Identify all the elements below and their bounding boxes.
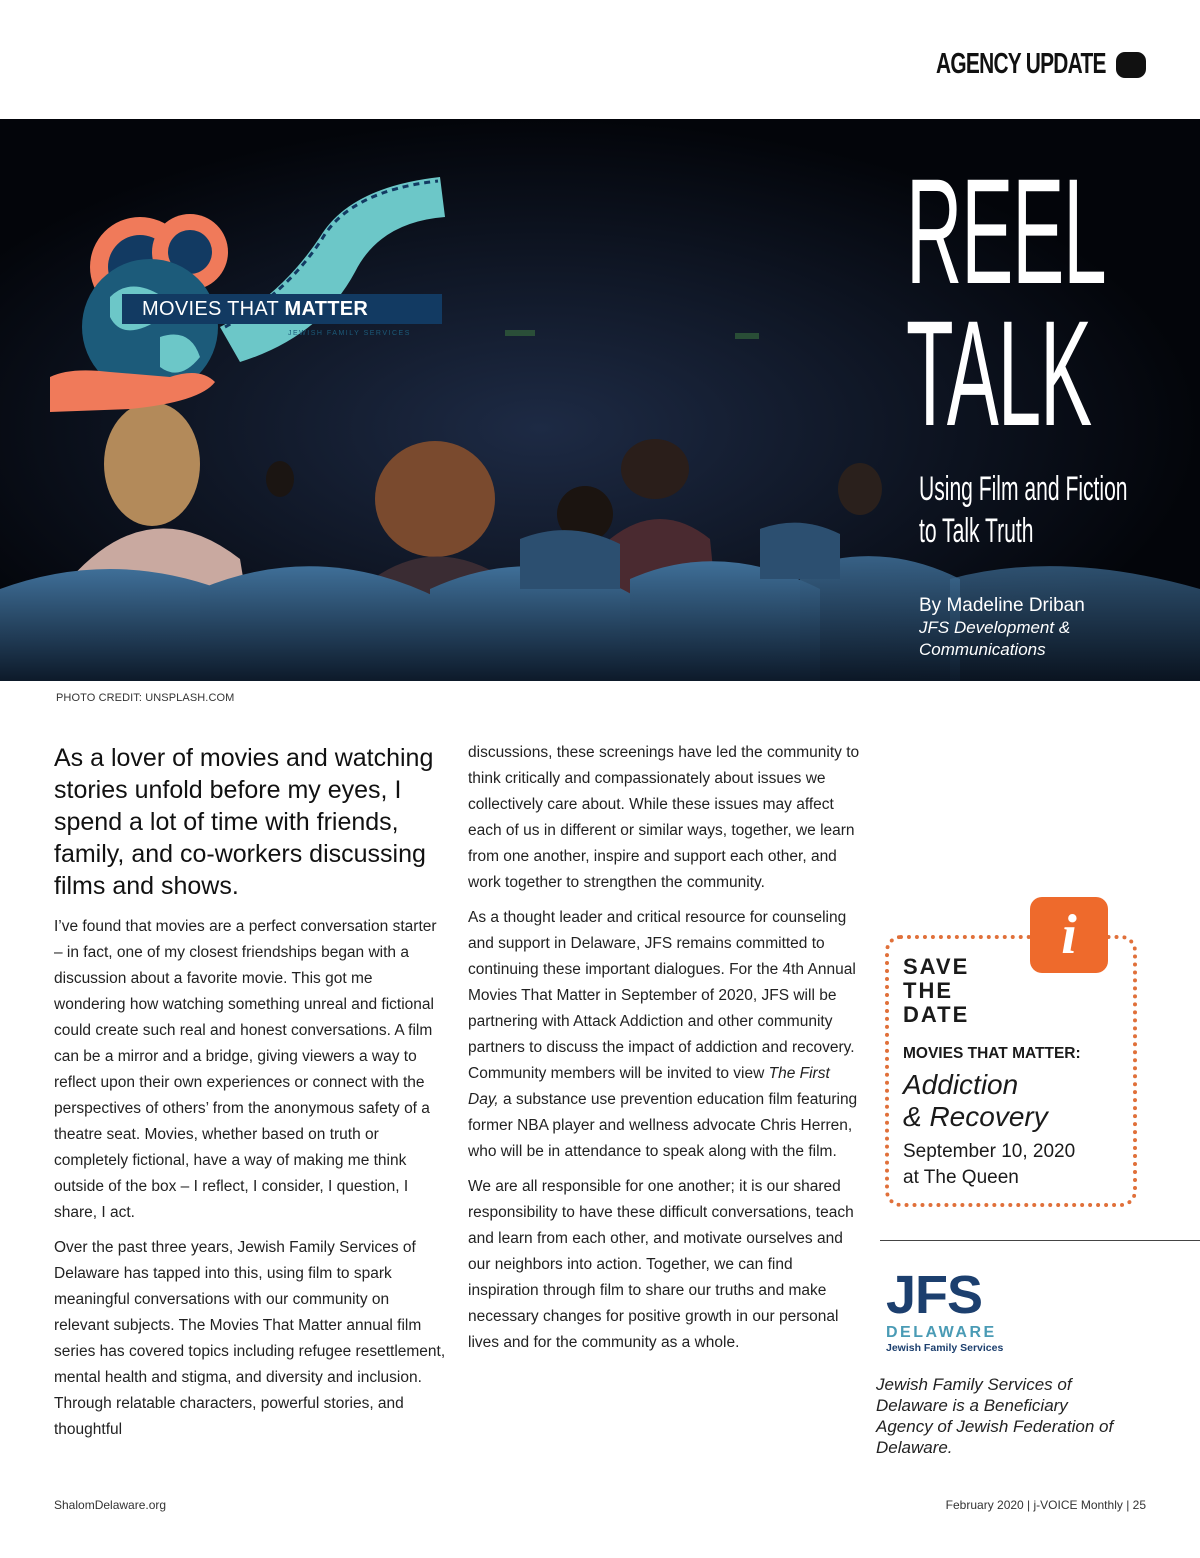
- footer-issue: February 2020 | j-VOICE Monthly | 25: [945, 1498, 1146, 1512]
- beneficiary-note: Jewish Family Services of Delaware is a Beneficiary Agency of Jewish Federation of Delaware.: [876, 1375, 1114, 1457]
- photo-credit: PHOTO CREDIT: UNSPLASH.COM: [56, 692, 235, 704]
- author-name: By Madeline Driban: [919, 595, 1085, 616]
- info-icon: i: [1030, 897, 1108, 973]
- jfs-org-name: Jewish Family Services: [886, 1342, 1004, 1354]
- divider: [880, 1240, 1200, 1241]
- byline: [919, 595, 1085, 661]
- jfs-delaware-logo: [886, 1265, 1026, 1360]
- paragraph-4: As a thought leader and critical resource for counseling and support in Delaware, JFS remains committed to continuing these important dialogues. For the 4th Annual Movies That Matter in September of 2020, JFS will be partnering with Attack Addiction and other community partners to discuss the impact of addiction and recovery. Community members will be invited to view The First Day, a substance use prevention education film featuring former NBA player and wellness advocate Chris Herren, who will be in attendance to speak along with the film.: [468, 909, 858, 1160]
- section-tag: [870, 48, 1146, 81]
- save-the-date-box: [885, 935, 1137, 1207]
- paragraph-1: I’ve found that movies are a perfect conversation starter – in fact, one of my closest friendships began with a discussion about a favorite movie. This got me wondering how watching something unreal and fictional could create such real and honest conversations. A film can be a mirror and a bridge, giving viewers a way to reflect upon their own experiences or connect with the perspectives of others’ from the anonymous safety of a theatre seat. Movies, whether based on truth or completely fictional, have a way of making me think outside of the box – I reflect, I consider, I question, I share, I act.: [54, 918, 437, 1221]
- lead-paragraph: As a lover of movies and watching stories unfold before my eyes, I spend a lot of time with friends, family, and co-workers discussing films and shows.: [54, 744, 434, 900]
- event-date: September 10, 2020 at The Queen: [903, 1141, 1076, 1188]
- author-role-2: Communications: [919, 640, 1046, 659]
- section-marker-icon: [1116, 52, 1146, 78]
- film-title: The First Day,: [468, 1065, 830, 1108]
- section-label: AGENCY UPDATE: [936, 48, 1106, 80]
- title-line-2: TALK: [906, 289, 1092, 457]
- jfs-region: DELAWARE: [886, 1324, 997, 1341]
- logo-subtitle: JEWISH FAMILY SERVICES: [288, 330, 411, 337]
- subtitle-line-2: to Talk Truth: [919, 512, 1034, 550]
- logo-title: MOVIES THAT MATTER: [122, 294, 442, 324]
- paragraph-5: We are all responsible for one another; it is our shared responsibility to have these difficult conversations, teach and learn from each other, and motivate ourselves and our neighbors into action. Together, we can find inspiration through film to share our truths and make necessary changes for positive growth in our personal lives and for the community as a whole.: [468, 1178, 854, 1351]
- paragraph-3: discussions, these screenings have led the community to think critically and compassionately about issues we collectively care about. While these issues may affect each of us in different or similar ways, together, we learn from one another, inspire and support each other, and work together to strengthen the community.: [468, 744, 860, 891]
- paragraph-2: Over the past three years, Jewish Family Services of Delaware has tapped into this, using film to spark meaningful conversations with our community on relevant subjects. The Movies That Matter annual film series has covered topics including refugee resettlement, mental health and stigma, and diversity and inclusion. Through relatable characters, powerful stories, and thoughtful: [54, 1239, 446, 1438]
- author-role-1: JFS Development &: [919, 618, 1071, 637]
- subtitle-line-1: Using Film and Fiction: [919, 470, 1128, 508]
- jfs-mark: JFS: [886, 1265, 983, 1325]
- article-column-1: [54, 742, 446, 1452]
- article-subtitle: [919, 468, 1128, 552]
- footer-site: ShalomDelaware.org: [54, 1498, 167, 1512]
- event-name: Addiction & Recovery: [903, 1069, 1048, 1132]
- title-line-1: REEL: [906, 147, 1106, 315]
- save-the-date-heading: SAVE THE DATE: [903, 954, 970, 1027]
- event-title: MOVIES THAT MATTER:: [903, 1045, 1081, 1062]
- article-column-2: [468, 740, 860, 1365]
- article-title: [906, 147, 1200, 457]
